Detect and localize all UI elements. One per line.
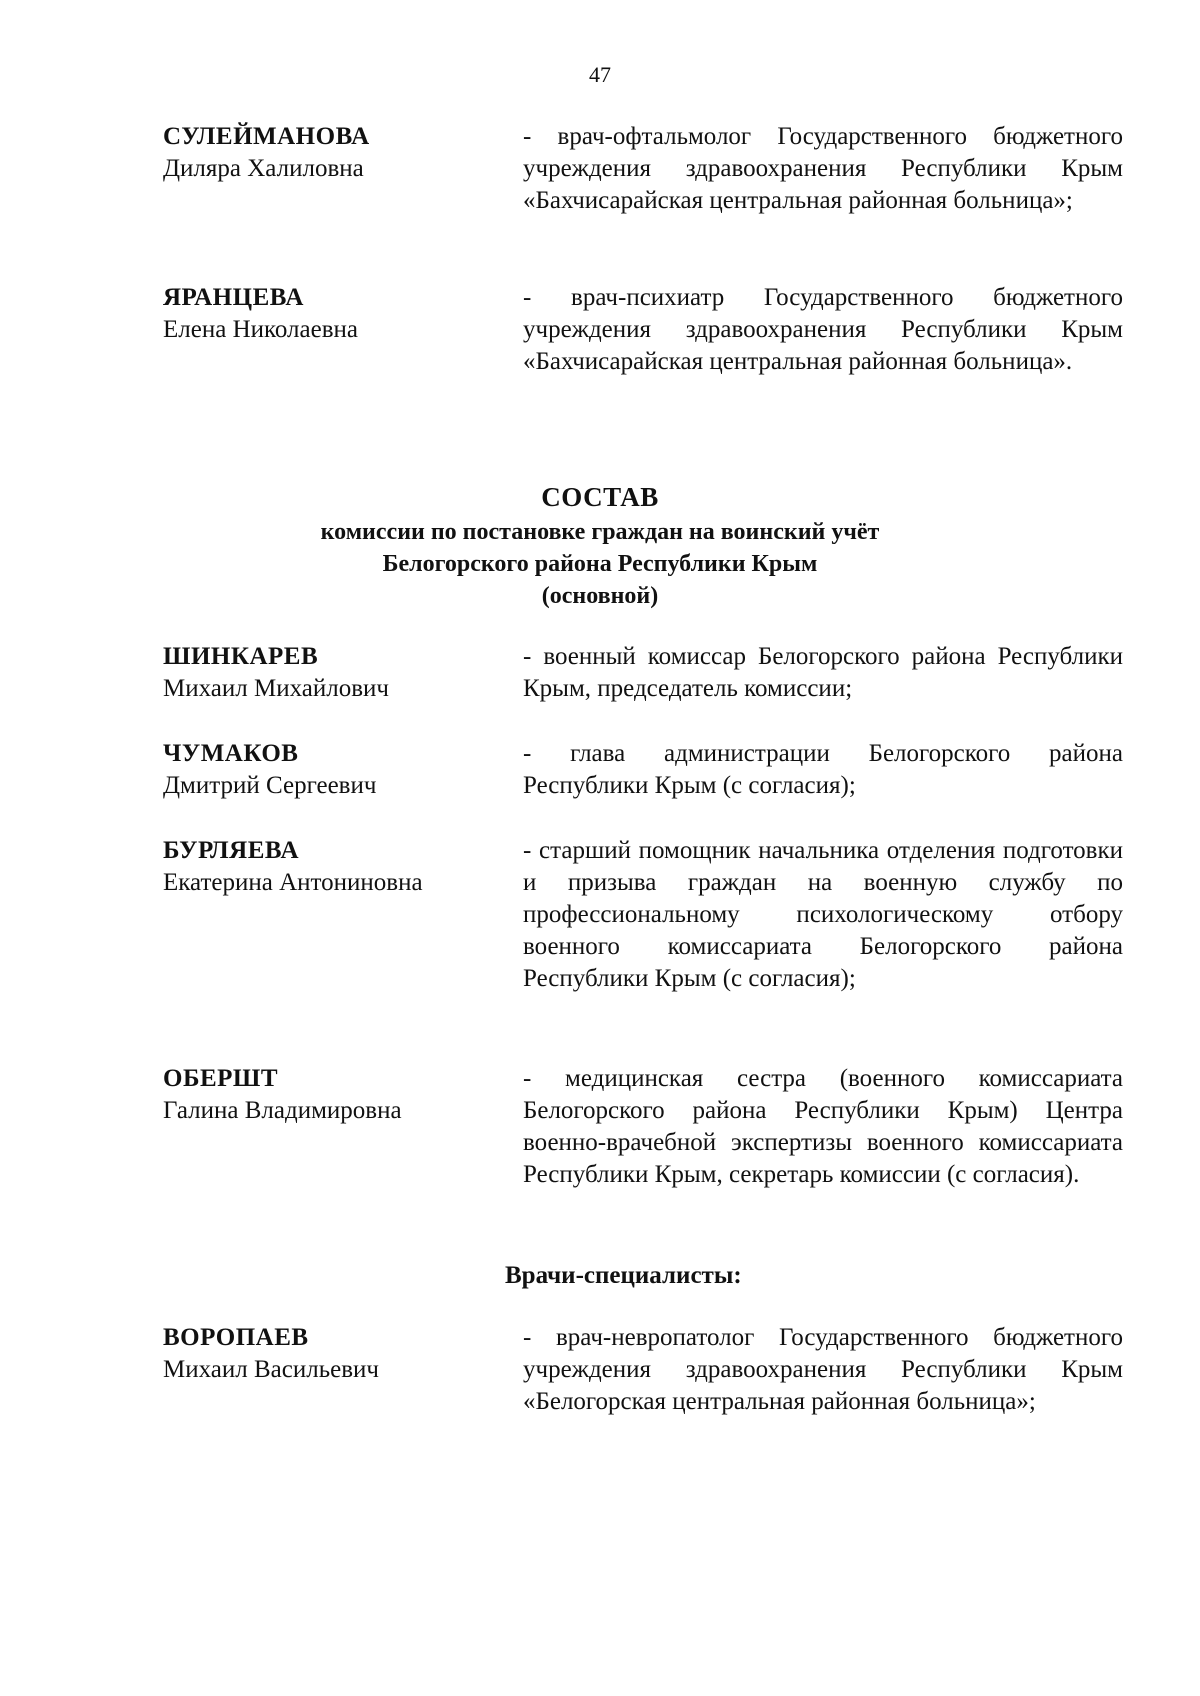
member-name xyxy=(163,641,503,705)
member-surname: ВОРОПАЕВ xyxy=(163,1324,309,1351)
member-name xyxy=(163,1322,503,1386)
member-name xyxy=(163,121,503,185)
member-role: - старший помощник начальника отделения подготовки и призыва граждан на военную службу по профессиональному психологическому отбору военного комиссариата Белогорского района Республики Крым (с согласия); xyxy=(523,837,1123,992)
member-role: - врач-невропатолог Государственного бюджетного учреждения здравоохранения Республики Крым «Белогорская центральная районная больница»; xyxy=(523,1324,1123,1415)
member-surname: ЧУМАКОВ xyxy=(163,740,299,767)
member-given-name: Екатерина Антониновна xyxy=(163,869,423,896)
section-title: СОСТАВ xyxy=(541,482,659,512)
member-given-name: Диляра Халиловна xyxy=(163,155,364,182)
member-given-name: Елена Николаевна xyxy=(163,316,358,343)
member-role: - врач-психиатр Государственного бюджетного учреждения здравоохранения Республики Крым «Бахчисарайская центральная районная больница». xyxy=(523,284,1123,375)
member-given-name: Галина Владимировна xyxy=(163,1097,402,1124)
member-role: - глава администрации Белогорского района Республики Крым (с согласия); xyxy=(523,740,1123,799)
member-surname: ОБЕРШТ xyxy=(163,1065,279,1092)
member-name xyxy=(163,1063,503,1127)
member-given-name: Дмитрий Сергеевич xyxy=(163,772,377,799)
member-name xyxy=(163,282,503,346)
member-role: - военный комиссар Белогорского района Республики Крым, председатель комиссии; xyxy=(523,643,1123,702)
member-role: - медицинская сестра (военного комиссариата Белогорского района Республики Крым) Центра военно-врачебной экспертизы военного комиссариата Республики Крым, секретарь комиссии (с согласия). xyxy=(523,1065,1123,1188)
member-surname: БУРЛЯЕВА xyxy=(163,837,300,864)
member-surname: СУЛЕЙМАНОВА xyxy=(163,123,370,150)
member-name xyxy=(163,835,503,899)
member-role: - врач-офтальмолог Государственного бюджетного учреждения здравоохранения Республики Крым «Бахчисарайская центральная районная больница»; xyxy=(523,123,1123,214)
member-given-name: Михаил Михайлович xyxy=(163,675,389,702)
subtitle-line-2: Белогорского района Республики Крым xyxy=(382,551,818,577)
member-surname: ШИНКАРЕВ xyxy=(163,643,319,670)
page-number: 47 xyxy=(589,62,611,87)
subtitle-line-3: (основной) xyxy=(541,583,659,609)
section-subtitle xyxy=(0,516,1200,612)
subtitle-line-1: комиссии по постановке граждан на воинский учёт xyxy=(320,519,880,545)
specialists-heading: Врачи-специалисты: xyxy=(505,1262,742,1289)
member-name xyxy=(163,738,503,802)
member-given-name: Михаил Васильевич xyxy=(163,1356,379,1383)
member-surname: ЯРАНЦЕВА xyxy=(163,284,304,311)
